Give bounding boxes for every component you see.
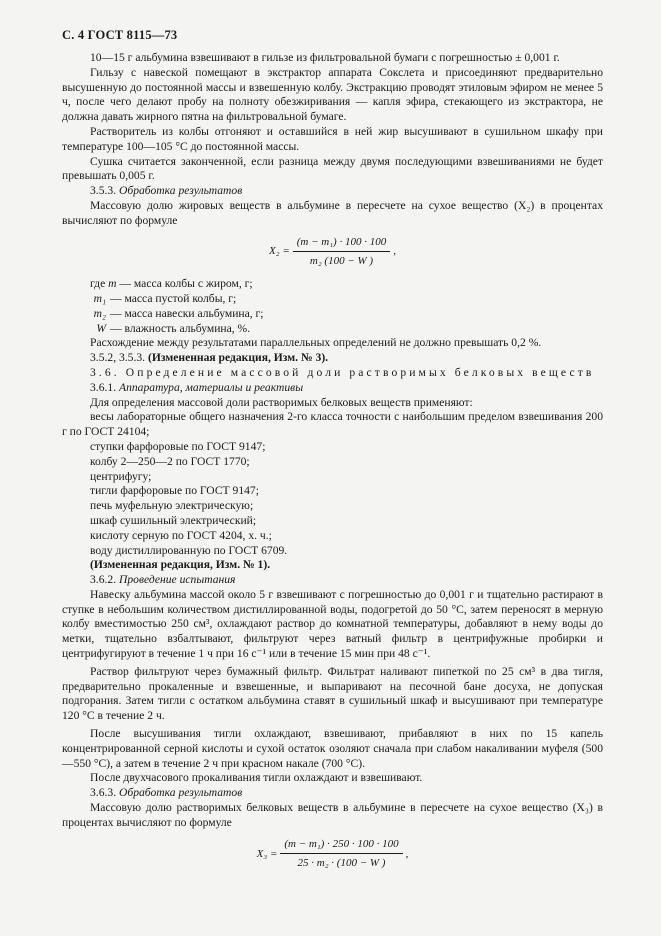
paragraph: Навеску альбумина массой около 5 г взвешивают с погрешностью до 0,001 г и тщательно растирают в ступке в небольшим количеством дистиллированной воды, подогретой до 50 °С, затем переносят в мерную колбу вместимостью 250 см³, охлаждают раствор до комнатной температуры, добавляют в нему воды до метки, тщательно взбалтывают, фильтруют через ватный фильтр в центрифужные пробирки и центрифугируют в течение 1 ч при 16 с⁻¹ или в течение 15 мин при 48 с⁻¹. [62,587,603,661]
formula-fraction [280,837,402,872]
formula-numerator: (m − m₁) · 250 · 100 · 100 [280,837,402,855]
list-item: воду дистиллированную по ГОСТ 6709. [90,543,288,557]
section-heading-3-6-3 [62,786,603,801]
amendment-text: (Измененная редакция, Изм. № 3). [147,351,329,365]
section-heading-3-6: 3.6. Определение массовой доли растворимых белковых веществ [90,365,595,379]
legend-prefix: где [90,277,106,291]
legend-symbol: m [108,277,117,291]
paragraph: Растворитель из колбы отгоняют и оставшийся в ней жир высушивают в сушильном шкафу при температуре 100—105 °С до постоянной массы. [62,124,603,153]
formula-lhs: X₃ = [256,847,278,860]
legend-list [62,277,603,336]
section-number: 3.6.3. [90,786,117,800]
paragraph: Сушка считается законченной, если разница между двумя последующими взвешиваниями не будет превышать 0,005 г. [62,154,603,183]
legend-text: — масса навески альбумина, г; [110,306,264,320]
formula-fraction [293,235,390,270]
paragraph: Гильзу с навеской помещают в экстрактор аппарата Сокслета и присоединяют предварительно высушенную до постоянной массы и взвешенную колбу. Экстракцию проводят этиловым эфиром не менее 5 ч, после чего делают пробу на полноту обезжиривания — капля эфира, стекающего из экстрактора, не должна давать жирного пятна на фильтровальной бумаге. [62,65,603,124]
formula-numerator: (m − m₁) · 100 · 100 [293,235,390,253]
amendment-note [62,351,603,366]
equipment-list [62,410,603,558]
legend-text: — масса пустой колбы, г; [110,291,237,305]
section-title: Обработка результатов [119,786,243,800]
list-item: весы лабораторные общего назначения 2-го класса точности с наибольшим пределом взвешивания 200 г по ГОСТ 24104; [62,410,603,439]
formula-tail: , [405,847,409,860]
legend-text: — масса колбы с жиром, г; [119,277,253,291]
section-heading-3-6-2 [62,573,603,588]
document-body [62,51,603,871]
legend-text: — влажность альбумина, %. [110,321,251,335]
legend-item [62,307,603,322]
legend-item [62,277,603,292]
paragraph: 10—15 г альбумина взвешивают в гильзе из фильтровальной бумаги с погрешностью ± 0,001 г. [90,51,560,64]
section-number: 3.6.2. [90,573,117,587]
paragraph: Раствор фильтруют через бумажный фильтр. Фильтрат наливают пипеткой по 25 см³ в два тигля, предварительно прокаленные и взвешенные, и выпаривают на песочной бане досуха, не допуская подгорания. Затем тигли с остатком альбумина ставят в сушильный шкаф и высушивают при температуре 120 °С в течение 2 ч. [62,664,603,723]
list-item: ступки фарфоровые по ГОСТ 9147; [90,439,266,453]
formula-x3 [62,837,603,872]
paragraph: Расхождение между результатами параллельных определений не должно превышать 0,2 %. [90,336,542,350]
formula-lhs: X₂ = [269,245,290,258]
legend-item [62,322,603,337]
section-number: 3.6.1. [90,380,117,394]
list-item: печь муфельную электрическую; [90,499,254,513]
paragraph: Для определения массовой доли растворимых белковых веществ применяют: [90,395,473,409]
list-item: центрифугу; [90,469,152,483]
formula-tail: , [393,245,396,258]
page-header: С. 4 ГОСТ 8115—73 [62,28,178,42]
formula-denominator: 25 · m₂ · (100 − W ) [297,857,386,870]
section-heading-3-5-3 [62,184,603,199]
legend-symbol: W [96,321,106,335]
section-title: Проведение испытания [119,573,236,587]
list-item: шкаф сушильный электрический; [90,513,257,527]
paragraph: После высушивания тигли охлаждают, взвешивают, прибавляют в них по 15 капель концентрированной серной кислоты и сухой остаток озоляют сначала при слабом накаливании муфеля (500—550 °С), а затем в течение 2 ч при красном накале (700 °С). [62,727,603,770]
paragraph: Массовую долю растворимых белковых веществ в альбумине в пересчете на сухое вещество (X₃) в процентах вычисляют по формуле [62,801,603,829]
list-item: колбу 2—250—2 по ГОСТ 1770; [90,454,250,468]
legend-symbol: m₁ [93,291,106,305]
list-item: кислоту серную по ГОСТ 4204, х. ч.; [90,528,272,542]
amendment-text: (Измененная редакция, Изм. № 1). [90,558,271,572]
paragraph: После двухчасового прокаливания тигли охлаждают и взвешивают. [90,771,423,785]
section-title: Аппаратура, материалы и реактивы [119,380,304,394]
paragraph: Массовую долю жировых веществ в альбумине в пересчете на сухое вещество (X₂) в процентах вычисляют по формуле [62,198,603,227]
legend-symbol: m₂ [93,306,106,320]
section-number: 3.5.3. [90,184,117,198]
list-item: тигли фарфоровые по ГОСТ 9147; [90,484,259,498]
formula-denominator: m₂ (100 − W ) [309,255,374,268]
formula-x2 [62,235,603,270]
legend-item [62,292,603,307]
section-title: Обработка результатов [119,184,243,198]
section-heading-3-6-1 [62,381,603,396]
amendment-sections: 3.5.2, 3.5.3. [90,351,146,365]
